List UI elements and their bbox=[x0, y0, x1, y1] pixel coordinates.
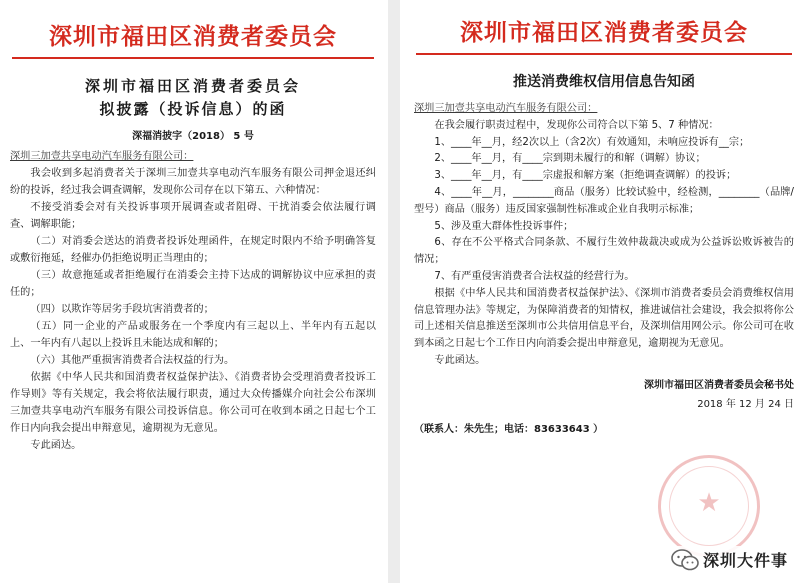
addressee: 深圳三加壹共享电动汽车服务有限公司： bbox=[414, 103, 598, 114]
paragraph: 3、____年__月，有____宗虚报和解方案（拒绝调查调解）的投诉； bbox=[434, 170, 737, 182]
watermark-label: 深圳大件事 bbox=[702, 551, 788, 570]
doc-title: 推送消费维权信用信息告知函 bbox=[513, 74, 695, 90]
org-header: 深圳市福田区消费者委员会 bbox=[49, 23, 337, 50]
doc-title-line2: 拟披露（投诉信息）的函 bbox=[99, 100, 287, 118]
paragraph: 7、有严重侵害消费者合法权益的经营行为。 bbox=[434, 270, 635, 282]
doc-number: 深福消披字（2018） 5 号 bbox=[132, 131, 254, 142]
signature: 深圳市福田区消费者委员会秘书处 bbox=[644, 379, 794, 391]
paragraph: 2、____年__月，有____宗到期未履行的和解（调解）协议； bbox=[434, 153, 706, 165]
page-gutter bbox=[388, 0, 400, 583]
contact-info: （联系人：朱先生；电话：83633643 ） bbox=[414, 423, 604, 435]
watermark bbox=[665, 546, 794, 573]
paragraph: 6、存在不公平格式合同条款、不履行生效仲裁裁决或成为公益诉讼败诉被告的情况； bbox=[414, 237, 794, 266]
paragraph: 我会收到多起消费者关于深圳三加壹共享电动汽车服务有限公司押金退还纠纷的投诉，经过我会调查调解，发现你公司存在以下第五、六种情况： bbox=[10, 168, 376, 196]
header-divider bbox=[12, 57, 374, 59]
wechat-icon bbox=[671, 549, 699, 571]
paragraph: 专此函达。 bbox=[30, 440, 82, 451]
doc-body bbox=[414, 101, 794, 370]
left-document-page bbox=[0, 0, 388, 583]
paragraph: 根据《中华人民共和国消费者权益保护法》、《深圳市消费者委员会消费维权信用信息管理办法》等规定，为保障消费者的知情权，推进诚信社会建设，我会拟将你公司上述相关信息推送至深圳市公共信用信息平台，及深圳信用网公示。你公司可在收到本函之日起七个工作日内向消委会提出申辩意见，逾期视为无意见。 bbox=[414, 287, 794, 350]
paragraph: 不接受消委会对有关投诉事项开展调查或者阻碍、干扰消委会依法履行调查、调解职能； bbox=[10, 202, 376, 230]
paragraph: （六）其他严重损害消费者合法权益的行为。 bbox=[30, 355, 235, 366]
paragraph: （四）以欺诈等居劣手段坑害消费者的； bbox=[30, 304, 214, 315]
right-document-page bbox=[400, 0, 804, 583]
paragraph: 5、涉及重大群体性投诉事件； bbox=[434, 220, 574, 232]
paragraph: （五）同一企业的产品或服务在一个季度内有三起以上、半年内有五起以上、一年内有八起以上投诉且未能达成和解的； bbox=[10, 321, 376, 349]
addressee: 深圳三加壹共享电动汽车服务有限公司： bbox=[10, 151, 194, 162]
paragraph: 4、____年__月，________商品（服务）比较试验中，经检测，________（品牌/型号）商品（服务）违反国家强制性标准或企业自我明示标准； bbox=[414, 186, 794, 215]
paragraph: （三）故意拖延或者拒绝履行在消委会主持下达成的调解协议中应承担的责任的； bbox=[10, 270, 376, 298]
letter-date: 2018 年 12 月 24 日 bbox=[697, 398, 794, 410]
header-divider bbox=[416, 53, 792, 55]
doc-body bbox=[10, 148, 376, 454]
paragraph: 在我会履行职责过程中，发现你公司符合以下第 5、7 种情况： bbox=[434, 119, 719, 131]
paragraph: 专此函达。 bbox=[434, 354, 486, 366]
org-header: 深圳市福田区消费者委员会 bbox=[460, 19, 748, 46]
doc-title-line1: 深圳市福田区消费者委员会 bbox=[84, 77, 301, 95]
seal-star-icon: ★ bbox=[697, 488, 721, 518]
paragraph: 1、____年__月，经2次以上（含2次）有效通知，未响应投诉有__宗； bbox=[434, 136, 750, 148]
paragraph: 依据《中华人民共和国消费者权益保护法》、《消费者协会受理消费者投诉工作导则》等有关规定，我会将依法履行职责，通过大众传播媒介向社会公布深圳三加壹共享电动汽车服务有限公司投诉信息。你公司可在收到本函之日起七个工作日内向我会提出申辩意见，逾期视为无意见。 bbox=[10, 372, 376, 434]
paragraph: （二）对消委会送达的消费者投诉处理函件，在规定时限内不给予明确答复或敷衍拖延，经催办仍拒绝说明正当理由的； bbox=[10, 236, 376, 264]
official-seal bbox=[658, 455, 760, 557]
